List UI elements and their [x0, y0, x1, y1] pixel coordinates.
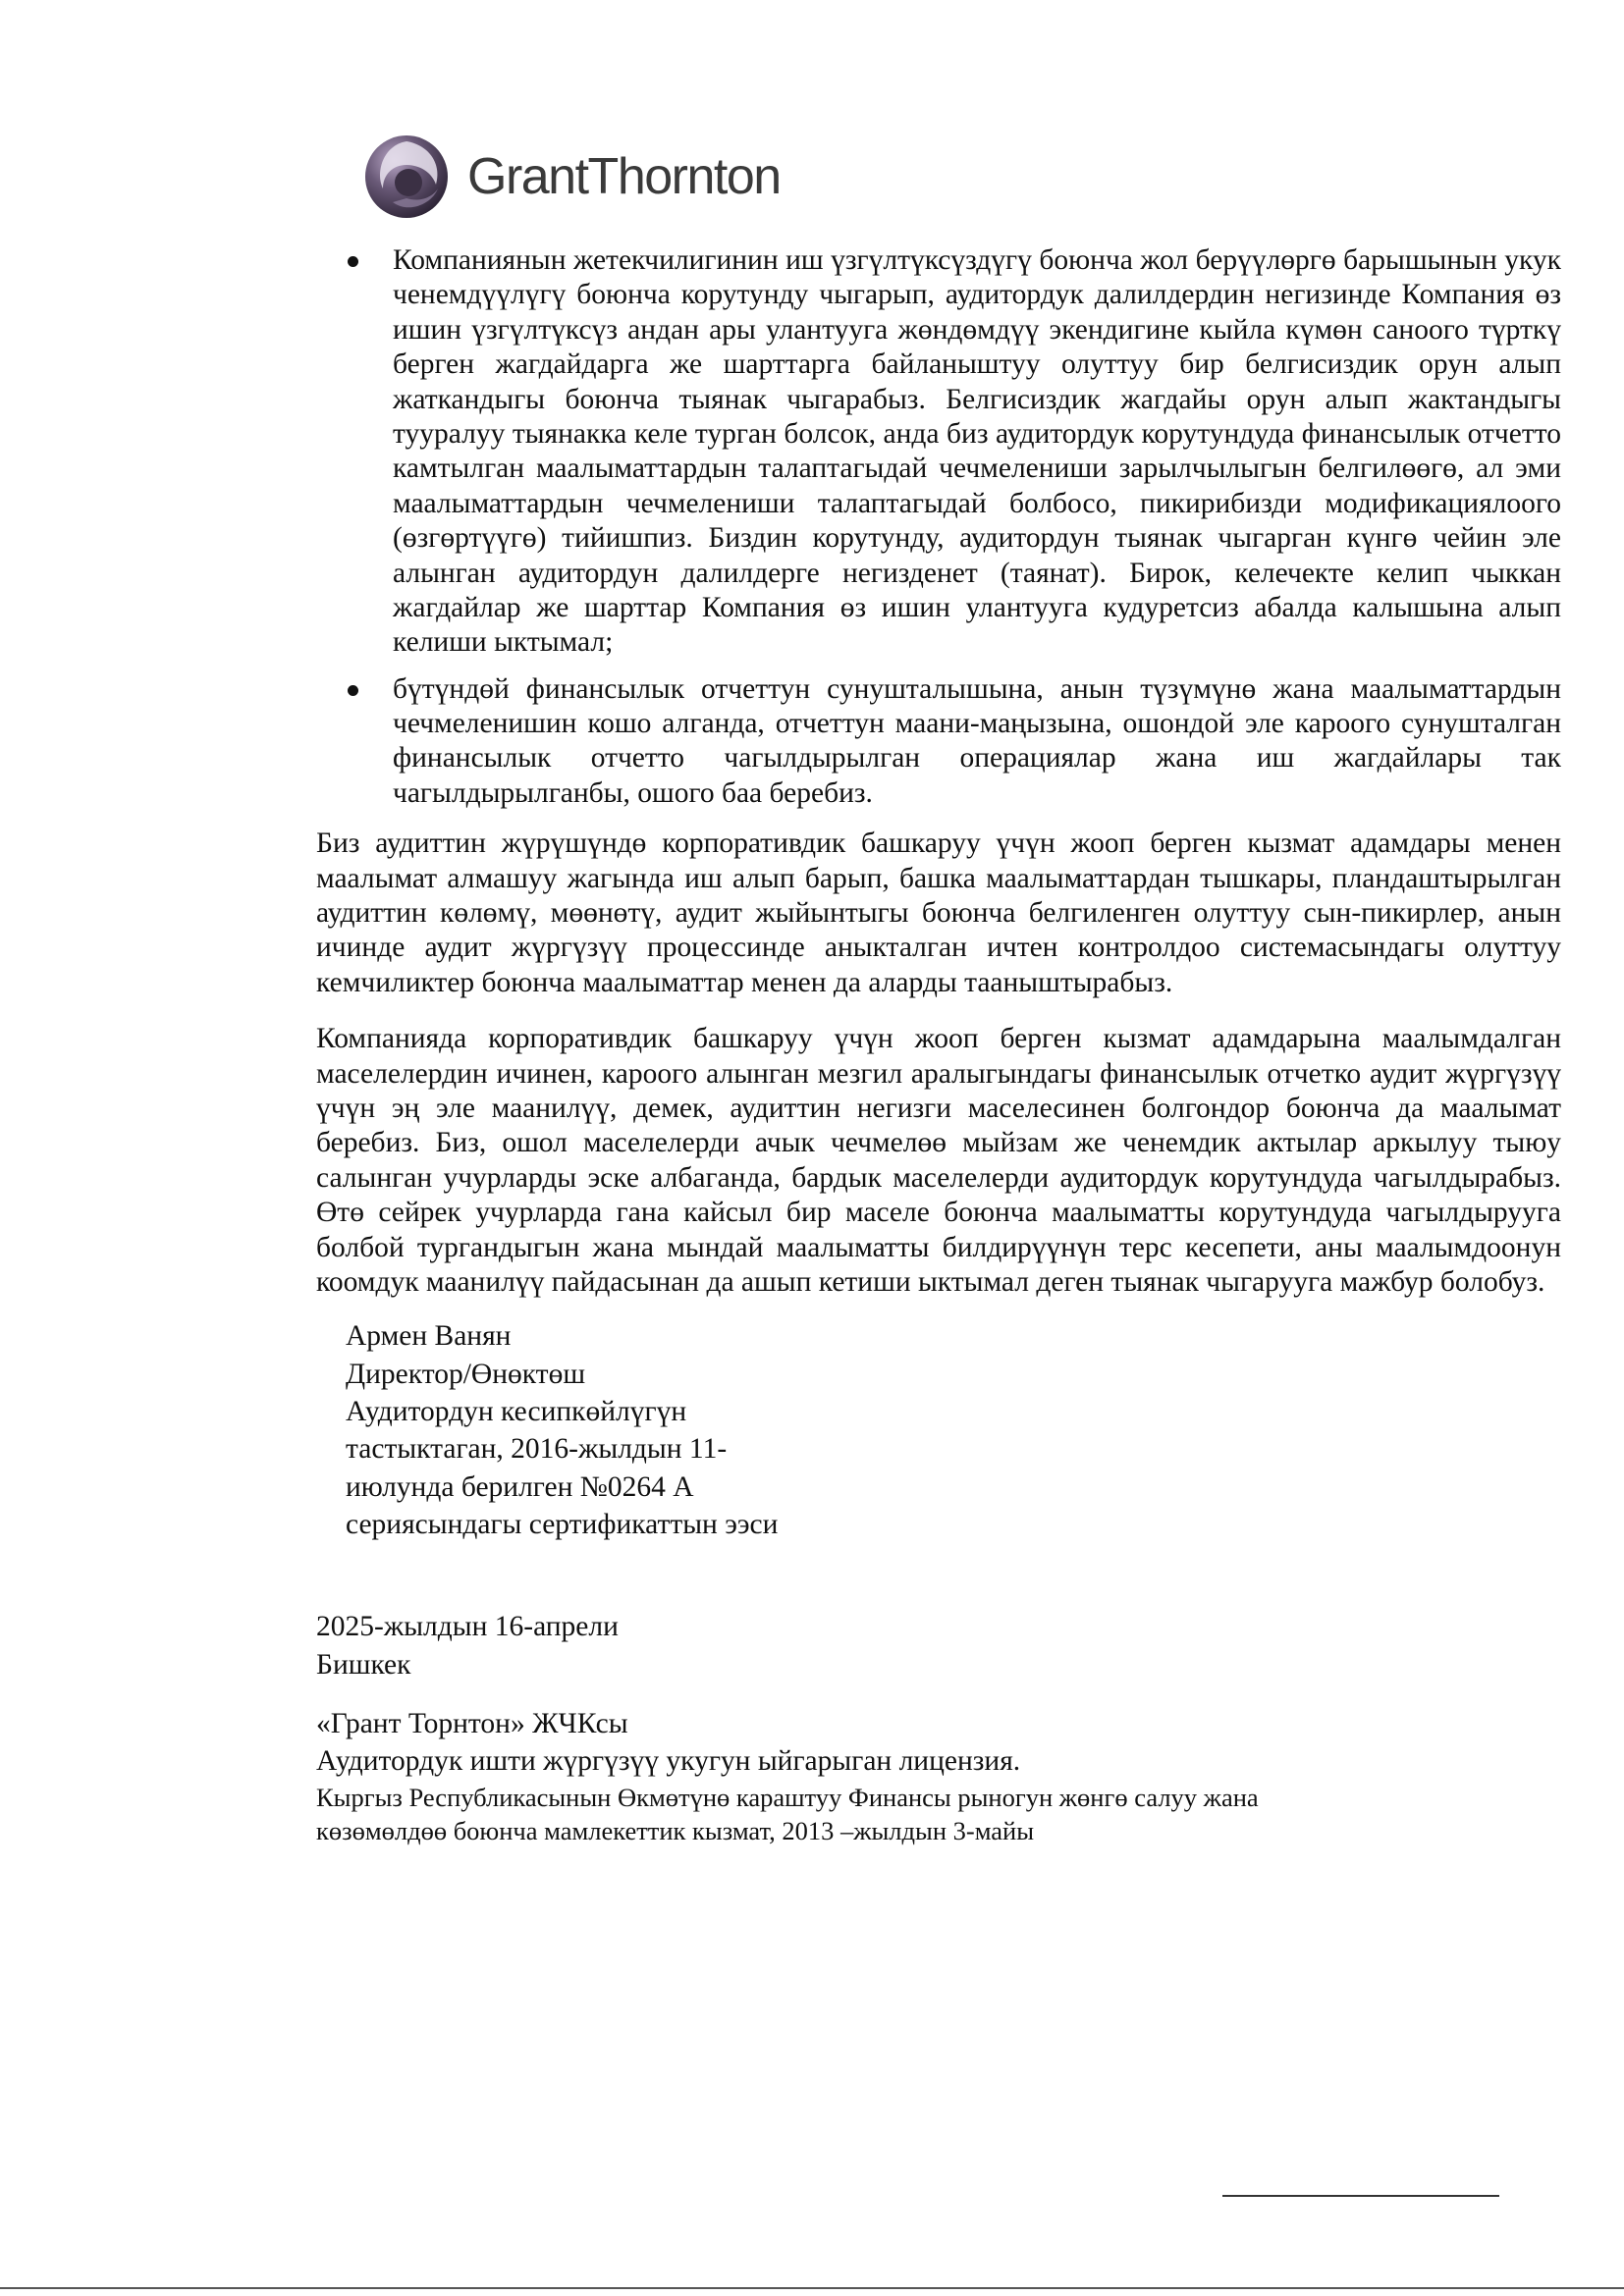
- scan-edge-divider: [0, 2287, 1624, 2289]
- certificate-line: июлунда берилген №0264 А: [346, 1470, 694, 1503]
- paragraph-key-matters: Компанияда корпоративдик башкаруу үчүн жооп берген кызмат адамдарына маалымдалган маселелердин ичинен, кароого алынган мезгил аралыгындагы финансылык отчетко аудит жүргүзүү үчүн эң эле маанилүү, демек, аудиттин негизги маселесинен болгондор боюнча да маалымат беребиз. Биз, ошол маселелерди ачык чечмелөө мыйзам же ченемдик актылар аркылуу тыюу салынган учурларды эске албаганда, бардык маселелерди аудитордук корутундуда чагылдырабыз. Өтө сейрек учурларда гана кайсыл бир маселе боюнча маалыматты корутундуда чагылдырууга болбой тургандыгын жана мындай маалыматты билдирүүнүн терс кесепети, аны маалымдоонун коомдук маанилүү пайдасынан да ашып кетиши ыктымал деген тыянак чыгарууга мажбур болобуз.: [316, 1023, 1561, 1298]
- bullet-text: Компаниянын жетекчилигинин иш үзгүлтүксүздүгү боюнча жол берүүлөргө барышынын укук ченемдүүлүгү боюнча корутунду чыгарып, аудитордук далилдердин негизинде Компания өз ишин үзгүлтүксүз андан ары улантууга жөндөмдүү экендигине кыйла күмөн саноого түрткү берген жагдайдарга же шарттарга байланыштуу олуттуу бир белгисиздик орун алып жаткандыгы боюнча тыянак чыгарабыз. Белгисиздик жагдайы орун алып жактандыгы тууралуу тыянакка келе турган болсок, анда биз аудитордук корутундуда финансылык отчетто камтылган маалыматтардын талаптагыдай чечмелениши зарылчылыгын белгилөөгө, ал эми маалыматтардын чечмелениши талаптагыдай болбосо, пикирибизди модификациялоого (өзгөртүүгө) тийишпиз. Биздин корутунду, аудитордун тыянак чыгарган күнгө чейин эле алынган аудитордун далилдерге негизденет (таянат). Бирок, келечекте келип чыккан жагдайлар же шарттар Компания өз ишин улантууга кудуретсиз абалда калышына алып келиши ыктымал;: [393, 244, 1561, 659]
- signatory-position: Директор/Өнөктөш: [346, 1358, 586, 1390]
- signature-line: [1222, 2195, 1499, 2197]
- certificate-line: Аудитордун кесипкөйлүгүн: [346, 1396, 687, 1428]
- firm-block: [316, 1705, 1561, 1848]
- license-issuer-line: Кыргыз Республикасынын Өкмөтүнө караштуу Финансы рыногун жөнгө салуу жана: [316, 1782, 1259, 1812]
- license-issuer-line: көзөмөлдөө боюнча мамлекеттик кызмат, 2013 –жылдын 3-майы: [316, 1816, 1035, 1846]
- license-text: Аудитордук ишти жүргүзүү укугун ыйгарыган лицензия.: [316, 1745, 1021, 1778]
- signatory-block: [346, 1317, 1561, 1543]
- company-logo: [363, 133, 781, 221]
- paragraph-communication: Биз аудиттин жүрүшүндө корпоративдик башкаруу үчүн жооп берген кызмат адамдары менен маалымат алмашуу жагында иш алып барып, башка маалыматтардан тышкары, пландаштырылган аудиттин көлөмү, мөөнөтү, аудит жыйынтыгы боюнча белгиленген олуттуу сын-пикирлер, анын ичинде аудит жүргүзүү процессинде аныкталган ичтен контролдоо системасындагы олуттуу кемчиликтер боюнча маалыматтар менен да аларды тааныштырабыз.: [316, 828, 1561, 998]
- certificate-line: сериясындагы сертификаттын ээси: [346, 1509, 779, 1541]
- report-date: 2025-жылдын 16-апрели: [316, 1611, 619, 1643]
- date-place-block: [316, 1608, 1561, 1683]
- grant-thornton-swirl-icon: [363, 133, 450, 220]
- report-city: Бишкек: [316, 1648, 411, 1681]
- bullet-list: [316, 243, 1561, 811]
- logo-wordmark: GrantThornton: [467, 148, 781, 205]
- bullet-icon: [348, 685, 358, 696]
- bullet-icon: [348, 256, 358, 267]
- signatory-name: Армен Ванян: [346, 1320, 512, 1353]
- list-item: [393, 243, 1561, 661]
- firm-name: «Грант Торнтон» ЖЧКсы: [316, 1708, 628, 1740]
- bullet-text: бүтүндөй финансылык отчеттун сунушталышына, анын түзүмүнө жана маалыматтардын чечмеленишин кошо алганда, отчеттун маани-маңызына, ошондой эле кароого сунушталган финансылык отчетто чагылдырылган операциялар жана иш жагдайлары так чагылдырылганбы, ошого баа беребиз.: [393, 672, 1561, 809]
- certificate-line: тастыктаган, 2016-жылдын 11-: [346, 1433, 728, 1466]
- list-item: [393, 672, 1561, 812]
- report-body: [316, 243, 1561, 1848]
